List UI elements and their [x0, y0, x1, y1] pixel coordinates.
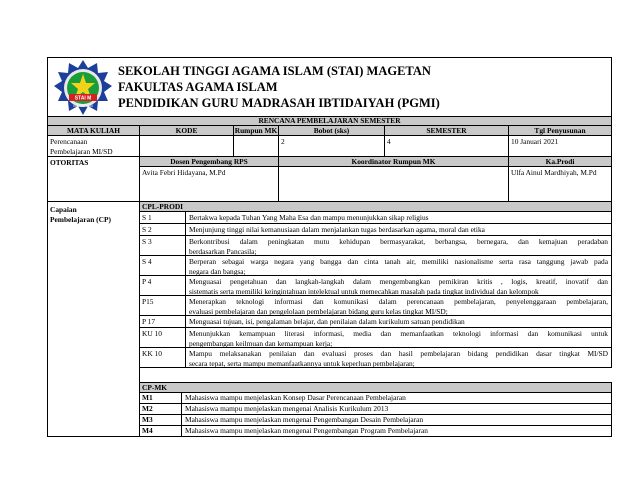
course-kode-cell: [139, 135, 234, 157]
course-rumpun-cell: [233, 135, 279, 157]
cpl-code-cell: P 17: [139, 315, 186, 328]
capaian-label-line-2: Pembelajaran (CP): [50, 215, 111, 224]
cpl-code-cell: S 4: [139, 255, 186, 276]
cpl-code-cell: KK 10: [139, 347, 186, 368]
course-name-line-2: Pembelajaran MI/SD: [50, 147, 113, 156]
rps-title: RENCANA PEMBELAJARAN SEMESTER: [47, 116, 612, 126]
cpl-code-cell: S 2: [139, 223, 186, 236]
cpl-text-cell: [185, 275, 612, 296]
cpl-text-cell: [185, 295, 612, 316]
col-tgl: Tgl Penyusunan: [508, 125, 612, 136]
cpmk-text-cell: Mahasiswa mampu menjelaskan mengenai Analisis Kurikulum 2013: [181, 403, 612, 415]
cpl-text-cell: [185, 235, 612, 256]
cpl-text-line: negara dan bangsa;: [189, 267, 246, 276]
cpmk-text-cell: Mahasiswa mampu menjelaskan Konsep Dasar Perencanaan Pembelajaran: [181, 392, 612, 404]
cpl-code-cell: P15: [139, 295, 186, 316]
cpl-text-line: Berperan sebagai warga negara yang bangga dan cinta tanah air, memiliki nasionalisme serta rasa tanggung jawab pada: [189, 257, 608, 266]
cpl-text-line: pengembangan keilmuan dan kemampuan kerja;: [189, 339, 333, 348]
logo-caption-text: MAGETAN: [73, 103, 93, 108]
koordinator-value: [278, 166, 509, 202]
university-logo-icon: [52, 58, 114, 120]
cpmk-text-cell: Mahasiswa mampu menjelaskan mengenai Pengembangan Desain Pembelajaran: [181, 414, 612, 426]
cpl-text-cell: [185, 327, 612, 348]
col-kode: KODE: [139, 125, 234, 136]
cpl-text-line: Menjunjung tinggi nilai kemanusiaan dalam menjalankan tugas berdasarkan agama, moral dan etika: [189, 225, 485, 234]
cpl-text-line: Menguasai pengetahuan dan langkah-langkah dalam mengembangkan pemikiran kritis , logis, kreatif, inovatif dan: [189, 277, 608, 286]
course-semester-cell: 4: [384, 135, 509, 157]
cpl-code-cell: KU 10: [139, 327, 186, 348]
header-line-1: SEKOLAH TINGGI AGAMA ISLAM (STAI) MAGETAN: [118, 64, 431, 78]
cpl-text-line: secara tepat, serta mampu memanfaatkannya untuk keperluan pembelajaran;: [189, 359, 415, 368]
cpl-header: CPL-PRODI: [139, 201, 612, 212]
cpmk-code-cell: M1: [139, 392, 182, 404]
col-semester: SEMESTER: [384, 125, 509, 136]
kaprodi-label: Ka.Prodi: [508, 156, 612, 167]
cpmk-header: CP-MK: [139, 382, 612, 393]
header-line-3: PENDIDIKAN GURU MADRASAH IBTIDAIYAH (PGMI): [118, 96, 440, 110]
header-line-2: FAKULTAS AGAMA ISLAM: [118, 80, 278, 94]
cpl-text-line: Menguasai tujuan, isi, pengalaman belajar, dan penilaian dalam kurikulum satuan pendidikan: [189, 317, 465, 326]
cpl-text-line: Menunjukkan kemampuan literasi informasi, media dan memanfaatkan teknologi informasi dan komunikasi untuk: [189, 329, 608, 338]
cpl-text-line: berdasarkan Pancasila;: [189, 247, 257, 256]
cpl-text-cell: [185, 255, 612, 276]
cpl-text-line: Mampu melaksanakan penilaian dan evaluasi proses dan hasil pembelajaran bidang pendidikan dasar tingkat MI/SD: [189, 349, 608, 358]
cpl-text-line: evaluasi pembelajaran dan pengelolaan pembelajaran bidang guru kelas tingkat MI/SD;: [189, 307, 448, 316]
dosen-label: Dosen Pengembang RPS: [139, 156, 279, 167]
cpmk-code-cell: M3: [139, 414, 182, 426]
cpl-code-cell: P 4: [139, 275, 186, 296]
course-tgl-cell: 10 Januari 2021: [508, 135, 612, 157]
cpl-code-cell: S 3: [139, 235, 186, 256]
cpmk-code-cell: M4: [139, 425, 182, 437]
cpmk-code-cell: M2: [139, 403, 182, 415]
cpl-text-line: Berkontribusi dalam peningkatan mutu kehidupan bermasyarakat, berbangsa, bernegara, dan kemajuan peradaban: [189, 237, 608, 246]
capaian-label: [47, 201, 140, 437]
otoritas-label: OTORITAS: [47, 156, 140, 202]
cpmk-text-cell: Mahasiswa mampu menjelaskan mengenai Pengembangan Program Pembelajaran: [181, 425, 612, 437]
cpl-text-line: Bertakwa kepada Tuhan Yang Maha Esa dan mampu menunjukkan sikap religius: [189, 213, 429, 222]
capaian-label-line-1: Capaian: [50, 205, 77, 214]
col-bobot: Bobot (sks): [278, 125, 385, 136]
course-name-cell: [47, 135, 140, 157]
col-mata-kuliah: MATA KULIAH: [47, 125, 140, 136]
cpl-text-cell: [185, 347, 612, 368]
cpl-code-cell: S 1: [139, 211, 186, 224]
cpl-text-line: Menerapkan teknologi informasi dan komunikasi dalam perencanaan pembelajaran, penyelenggaraan pembelajaran,: [189, 297, 608, 306]
course-bobot-cell: 2: [278, 135, 385, 157]
cpl-text-line: sistematis serta memiliki keingintahuan intelektual untuk memecahkan masalah pada tingkat individual dan kelompok: [189, 287, 539, 296]
logo-badge-text: STAI M: [74, 95, 92, 102]
koordinator-label: Koordinator Rumpun MK: [278, 156, 509, 167]
kaprodi-value: Ulfa Ainul Mardhiyah, M.Pd: [508, 166, 612, 202]
dosen-value: Avita Febri Hidayana, M.Pd: [139, 166, 279, 202]
course-name-line-1: Perencanaan: [50, 137, 88, 146]
col-rumpun: Rumpun MK: [234, 126, 278, 135]
